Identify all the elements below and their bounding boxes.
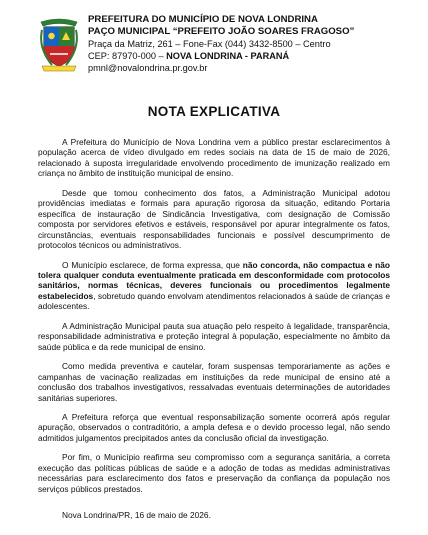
municipality-name: PREFEITURA DO MUNICÍPIO DE NOVA LONDRINA	[88, 14, 318, 25]
paragraph-7: Por fim, o Município reafirma seu compromisso com a segurança sanitária, a correta execução das políticas públicas de saúde e a adoção de todas as medidas administrativas necessárias para esclarecimento dos fatos e preservação da confiança da população nos serviços públicos prestados.	[38, 452, 390, 494]
paragraph-1: A Prefeitura do Município de Nova Londrina vem a público prestar esclarecimentos à população acerca de vídeo divulgado em redes sociais na data de 15 de maio de 2026, relacionado à suposta irregularidade envolvendo procedimento de imunização realizado em criança no âmbito de instituição municipal de ensino.	[38, 137, 390, 179]
paragraph-6: A Prefeitura reforça que eventual responsabilização somente ocorrerá após regular apuração, observados o contraditório, a ampla defesa e o devido processo legal, não sendo admitidos julgamentos precipitados antes da conclusão oficial da investigação.	[38, 411, 390, 443]
address-line: Praça da Matriz, 261 – Fone-Fax (044) 3432-8500 – Centro	[88, 39, 331, 49]
paragraph-3-emphasis: não concorda, não compactua e não tolera qualquer conduta eventualmente praticada em desconformidade com protocolos sanitários, normas técnicas, deveres funcionais ou procedimentos legalmente estabelecidos	[38, 259, 390, 301]
municipal-palace-name: PAÇO MUNICIPAL “PREFEITO JOÃO SOARES FRAGOSO”	[88, 26, 355, 37]
municipal-coat-of-arms-icon	[38, 16, 80, 72]
paragraph-4: A Administração Municipal pauta sua atuação pelo respeito à legalidade, transparência, responsabilidade administrativa e proteção integral à população, especialmente no âmbito da saúde pública e da rede municipal de ensino.	[38, 320, 390, 352]
postal-code: CEP: 87970-000 –	[88, 51, 167, 61]
document-body	[38, 137, 390, 521]
paragraph-2: Desde que tomou conhecimento dos fatos, a Administração Municipal adotou providências imediatas e formais para apuração rigorosa da situação, editando Portaria específica de instauração de Sindicância Investigativa, com designação de Comissão composta por servidores efetivos e estáveis, responsável por apurar integralmente os fatos, circunstâncias, eventuais responsabilidades funcionais e possível descumprimento de protocolos técnicos ou administrativos.	[38, 187, 390, 251]
city-state: NOVA LONDRINA - PARANÁ	[166, 51, 290, 61]
paragraph-5: Como medida preventiva e cautelar, foram suspensas temporariamente as ações e campanhas de vacinação realizadas em instituições da rede municipal de ensino até a conclusão dos trabalhos investigativos, ressalvadas eventuais determinações de autoridades sanitárias superiores.	[38, 361, 390, 403]
paragraph-3	[38, 260, 390, 312]
letterhead	[38, 14, 390, 78]
paragraph-3-end: , sobretudo quando envolvam atendimentos relacionados à saúde de crianças e adolescentes.	[38, 290, 390, 312]
letterhead-text	[88, 14, 354, 74]
paragraph-3-intro: O Município esclarece, de forma expressa, que	[62, 259, 243, 270]
document-title: NOTA EXPLICATIVA	[147, 104, 281, 119]
postal-line	[88, 50, 354, 62]
document-date: Nova Londrina/PR, 16 de maio de 2026.	[62, 510, 211, 521]
email-address: pmnl@novalondrina.pr.gov.br	[88, 63, 208, 73]
